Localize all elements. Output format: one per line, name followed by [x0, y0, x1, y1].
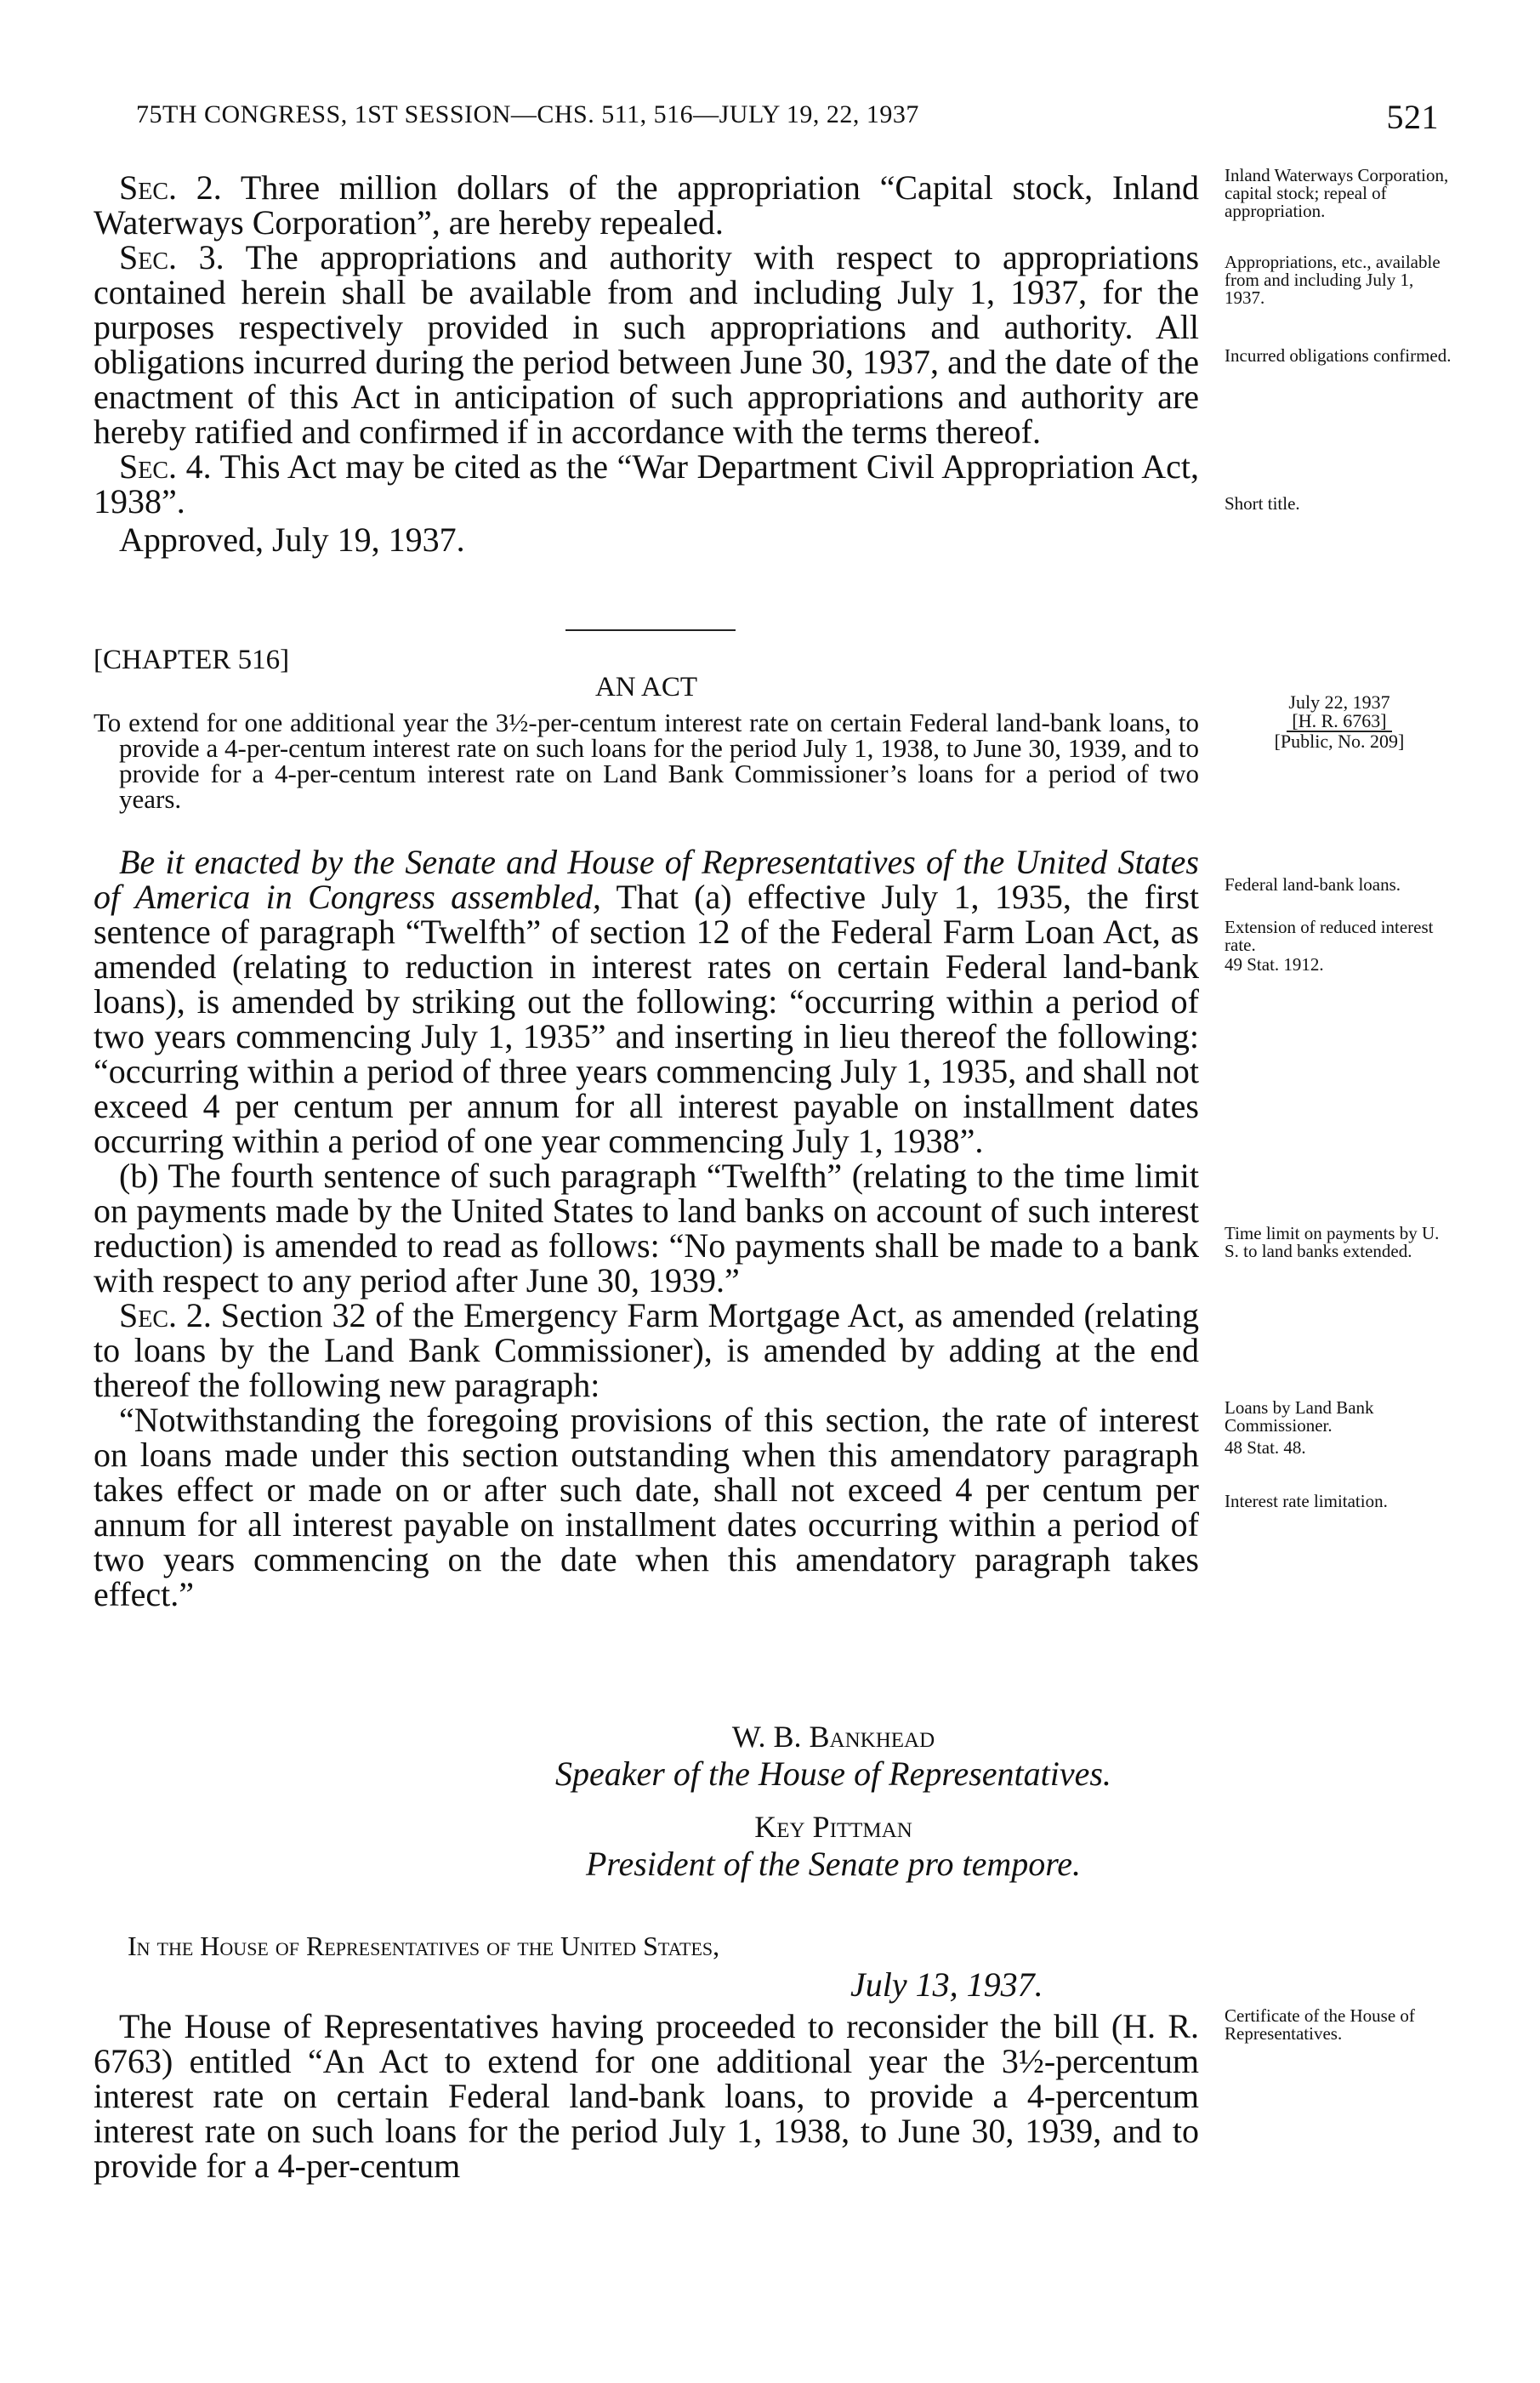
new-paragraph-quote: “Notwithstanding the foregoing provisions of this section, the rate of interest on loans made under this section outstanding when this amendatory paragraph takes effect or made on or after such date, shall not exceed 4 per centum per annum for all interest payable on installment dates occurring within a period of two years commencing on the date when this amendatory paragraph takes effect.” [94, 1401, 1199, 1613]
chapter-number: [CHAPTER 516] [94, 645, 290, 675]
side-note-extension: Extension of reduced interest rate. [1225, 917, 1434, 955]
side-note-interest-limitation: Interest rate limitation. [1225, 1491, 1388, 1511]
side-note-stat-48: 48 Stat. 48. [1225, 1437, 1306, 1458]
side-note-incurred: Incurred obligations confirmed. [1225, 345, 1452, 366]
divider-rule [565, 629, 736, 631]
approval-date: July 22, 1937 [1288, 691, 1390, 713]
section-text: The appropriations and authority with respect to appropriations contained herein shall be available from and including July 1, 1937, for the purposes respectively provided in such appropriations and authority. All obligations incurred during the period between June 30, 1937, and the date of the enactment of this Act in anticipation of such appropriations and authority are hereby ratified and confirmed if in accordance with the terms thereof. [94, 238, 1200, 451]
side-note-certificate: Certificate of the House of Representatives. [1225, 2005, 1415, 2044]
paragraph-b: (b) The fourth sentence of such paragraph “Twelfth” (relating to the time limit on payments made by the United States to land banks on account of such interest reduction) is amended to read as follows: “No payments shall be made to a bank with respect to any period after June 30, 1939.” [94, 1157, 1199, 1300]
speaker-title: Speaker of the House of Representatives. [555, 1755, 1111, 1793]
running-head-text: 75TH CONGRESS, 1ST SESSION—CHS. 511, 516—JULY 19, 22, 1937 [136, 100, 919, 128]
certificate-text: The House of Representatives having proceeded to reconsider the bill (H. R. 6763) entitled “An Act to extend for one additional year the 3½-percentum interest rate on certain Federal land-bank loans, to provide a 4-percentum interest rate on such loans for the period July 1, 1938, to June 30, 1939, and to provide for a 4-per-centum [94, 2007, 1199, 2185]
running-head [136, 98, 1439, 136]
president-name: Key Pittman [754, 1810, 912, 1844]
side-note-short-title: Short title. [1225, 493, 1300, 514]
speaker-name: W. B. Bankhead [731, 1720, 935, 1754]
section-label: Sec. 2. [119, 1296, 212, 1334]
section-2 [94, 170, 1199, 240]
side-note-federal-landbank: Federal land-bank loans. [1225, 874, 1401, 895]
side-note-time-limit: Time limit on payments by U. S. to land banks extended. [1225, 1223, 1440, 1261]
side-note-stat-49: 49 Stat. 1912. [1225, 954, 1324, 975]
date-note [1225, 693, 1454, 751]
purpose-text: To extend for one additional year the 3½-per-centum interest rate on certain Federal land-bank loans, to provide a 4-per-centum interest rate on such loans for the period July 1, 1938, to June 30, 1939, and to provide for a 4-per-centum interest rate on Land Bank Commissioner’s loans for a period of two years. [94, 708, 1199, 814]
section-3 [94, 240, 1199, 449]
enacting-text: That (a) effective July 1, 1935, the first sentence of paragraph “Twelfth” of section 12 of the Federal Farm Loan Act, as amended (relating to reduction in interest rates on certain Federal land-bank loans), is amended by striking out the following: “occurring within a period of two years commencing July 1, 1935” and inserting in lieu thereof the following: “occurring within a period of three years commencing July 1, 1935, and shall not exceed 4 per centum per annum for all interest payable on installment dates occurring within a period of one year commencing July 1, 1938”. [94, 878, 1199, 1160]
house-certificate [94, 2009, 1199, 2183]
act-heading: AN ACT [594, 672, 698, 702]
section-4 [94, 449, 1199, 519]
sections-block [94, 170, 1199, 557]
section-text: Section 32 of the Emergency Farm Mortgage Act, as amended (relating to loans by the Land Bank Commissioner), is amended by adding at the end thereof the following new paragraph: [94, 1296, 1200, 1404]
side-note-inland: Inland Waterways Corporation, capital stock; repeal of appropriation. [1225, 165, 1449, 221]
enacting-clause: Be it enacted by the Senate and House of Representatives of the United States of America in Congress assembled, [94, 843, 1199, 916]
section-text: Three million dollars of the appropriation “Capital stock, Inland Waterways Corporation”, are hereby repealed. [94, 168, 1200, 242]
section-2-emergency [94, 1298, 1199, 1402]
house-date: July 13, 1937. [850, 1965, 1043, 2004]
act-body [94, 845, 1199, 1612]
page-number: 521 [1386, 98, 1439, 136]
section-label: Sec. 2. [119, 168, 222, 207]
approved-line: Approved, July 19, 1937. [119, 520, 465, 559]
section-label: Sec. 3. [119, 238, 224, 276]
president-title: President of the Senate pro tempore. [585, 1845, 1082, 1883]
enacting-paragraph [94, 845, 1199, 1158]
section-text: This Act may be cited as the “War Department Civil Appropriation Act, 1938”. [94, 447, 1199, 520]
section-label: Sec. 4. [119, 447, 212, 486]
signatures [493, 1718, 1173, 1883]
side-note-loans-commissioner: Loans by Land Bank Commissioner. [1225, 1397, 1374, 1436]
public-law-number: [Public, No. 209] [1274, 731, 1405, 752]
house-heading: In the House of Representatives of the United States, [128, 1931, 720, 1961]
bill-number: [H. R. 6763] [1287, 712, 1391, 732]
side-note-appropriations: Appropriations, etc., available from and including July 1, 1937. [1225, 252, 1441, 308]
act-purpose [94, 710, 1199, 812]
